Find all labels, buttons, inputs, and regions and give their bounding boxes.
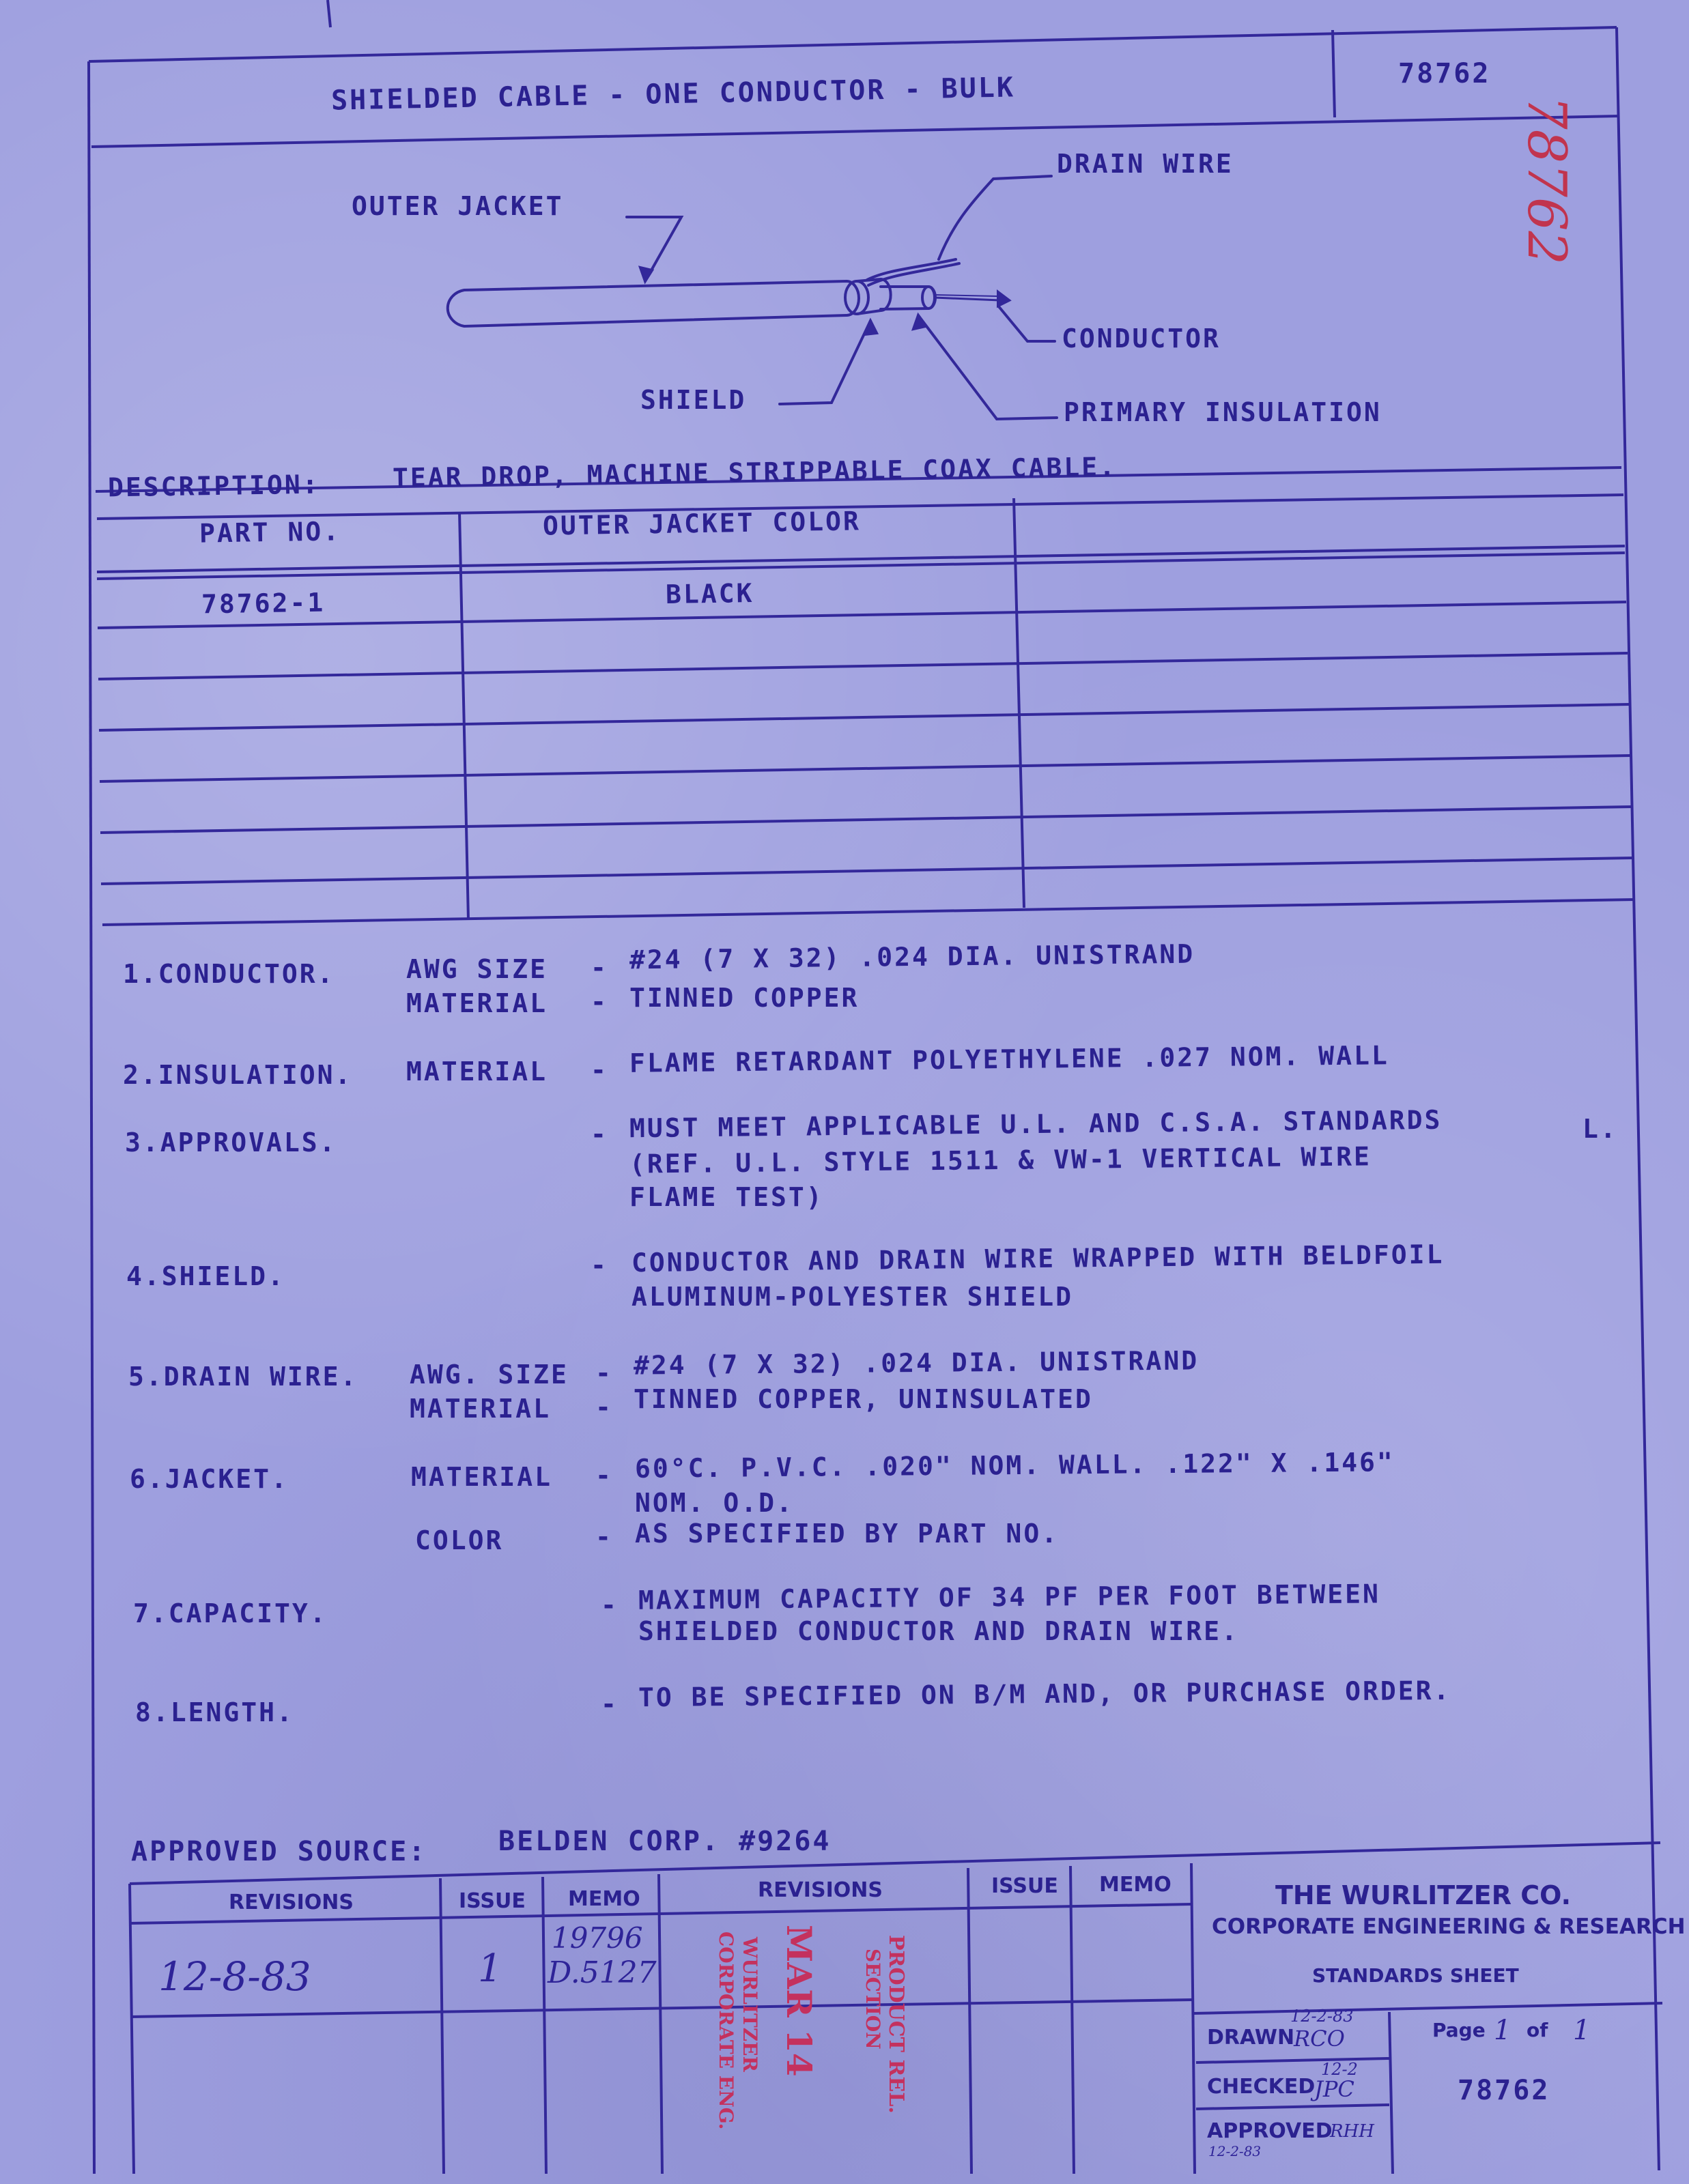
spec-5-line-2-label: MATERIAL xyxy=(410,1394,552,1424)
revisions-header-issue-1: ISSUE xyxy=(459,1889,526,1913)
spec-3-line-2-text: (REF. U.L. STYLE 1511 & VW-1 VERTICAL WIRE xyxy=(629,1141,1372,1179)
approved-source-label: APPROVED SOURCE: xyxy=(131,1836,427,1867)
sheet-type: STANDARDS SHEET xyxy=(1312,1964,1519,1987)
spec-7-line-1-dash: - xyxy=(601,1590,619,1620)
spec-8-line-1-dash: - xyxy=(601,1689,619,1719)
received-stamp-date: MAR 14 xyxy=(779,1925,819,2077)
spec-6-line-2-text: NOM. O.D. xyxy=(635,1488,794,1518)
revisions-header-issue-2: ISSUE xyxy=(991,1874,1058,1898)
revisions-header-1: REVISIONS xyxy=(229,1891,354,1914)
document-number: 78762 xyxy=(1398,58,1491,89)
sheet-title: SHIELDED CABLE - ONE CONDUCTOR - BULK xyxy=(330,72,1016,117)
label-primary-insulation: PRIMARY INSULATION xyxy=(1064,397,1382,427)
spec-1-number: 1.CONDUCTOR. xyxy=(123,959,335,989)
spec-2-number: 2.INSULATION. xyxy=(123,1060,353,1090)
checked-date: 12-2 xyxy=(1321,2060,1358,2079)
spec-1-line-1-label: AWG SIZE xyxy=(406,954,548,984)
spec-4-line-1-dash: - xyxy=(591,1250,608,1280)
spec-4-number: 4.SHIELD. xyxy=(126,1261,285,1291)
page-label: Page xyxy=(1432,2019,1486,2041)
revision-memo-top: 19796 xyxy=(552,1921,643,1955)
checked-by: JPC xyxy=(1314,2076,1354,2102)
spec-1-line-2-label: MATERIAL xyxy=(406,988,548,1018)
drawn-label: DRAWN xyxy=(1207,2026,1295,2050)
spec-7-line-1-text: MAXIMUM CAPACITY OF 34 PF PER FOOT BETWEEN xyxy=(638,1579,1381,1615)
approved-by: RHH xyxy=(1330,2121,1374,2142)
spec-2-line-1-dash: - xyxy=(591,1055,608,1085)
revision-memo-bottom: D.5127 xyxy=(548,1955,657,1990)
spec-6-line-1-dash: - xyxy=(595,1461,613,1491)
spec-6-line-3-label: COLOR xyxy=(415,1525,504,1555)
received-stamp-line-3: WURLITZER xyxy=(739,1937,761,2072)
spec-8-line-1-text: TO BE SPECIFIED ON B/M AND, OR PURCHASE ORDER. xyxy=(638,1675,1451,1713)
page-of-label: of xyxy=(1527,2019,1548,2041)
revision-date: 12-8-83 xyxy=(158,1953,311,2000)
spec-3-line-1-dash: - xyxy=(591,1119,608,1149)
drawn-by: RCO xyxy=(1294,2026,1345,2052)
spec-5-line-2-dash: - xyxy=(595,1392,613,1422)
spec-3-number: 3.APPROVALS. xyxy=(125,1127,337,1158)
approved-label: APPROVED xyxy=(1207,2119,1333,2143)
received-stamp-line-4: CORPORATE ENG. xyxy=(715,1931,737,2130)
approved-source-value: BELDEN CORP. #9264 xyxy=(498,1826,832,1857)
margin-handwritten-number: 78762 xyxy=(1516,96,1577,265)
spec-5-line-1-dash: - xyxy=(595,1358,613,1388)
description-label: DESCRIPTION: xyxy=(107,469,320,503)
received-stamp-line-1: PRODUCT REL. xyxy=(884,1935,908,2114)
revision-issue: 1 xyxy=(478,1946,502,1991)
page-number: 1 xyxy=(1494,2015,1511,2046)
spec-5-line-1-label: AWG. SIZE xyxy=(410,1360,569,1390)
spec-6-line-3-dash: - xyxy=(595,1522,613,1552)
table-cell-part-no: 78762-1 xyxy=(201,587,326,620)
received-stamp-line-2: SECTION xyxy=(862,1949,884,2050)
spec-7-line-2-text: SHIELDED CONDUCTOR AND DRAIN WIRE. xyxy=(638,1616,1239,1646)
table-cell-jacket-color: BLACK xyxy=(665,577,754,610)
company-division: CORPORATE ENGINEERING & RESEARCH xyxy=(1212,1914,1686,1939)
spec-6-number: 6.JACKET. xyxy=(130,1464,289,1494)
parts-header-jacket-color: OUTER JACKET COLOR xyxy=(542,506,862,541)
spec-1-line-2-dash: - xyxy=(591,987,608,1017)
spec-5-number: 5.DRAIN WIRE. xyxy=(128,1362,358,1392)
spec-5-line-1-text: #24 (7 X 32) .024 DIA. UNISTRAND xyxy=(633,1345,1200,1381)
label-shield: SHIELD xyxy=(640,385,747,415)
spec-3-line-3-text: FLAME TEST) xyxy=(629,1182,824,1212)
label-outer-jacket: OUTER JACKET xyxy=(352,191,564,221)
spec-1-line-1-text: #24 (7 X 32) .024 DIA. UNISTRAND xyxy=(629,938,1195,975)
company-name: THE WURLITZER CO. xyxy=(1275,1880,1572,1910)
spec-6-line-1-text: 60°C. P.V.C. .020" NOM. WALL. .122" X .146" xyxy=(634,1447,1395,1484)
parts-header-part-no: PART NO. xyxy=(199,516,341,549)
spec-1-line-1-dash: - xyxy=(591,953,608,983)
spec-stray-mark: L. xyxy=(1582,1114,1618,1144)
revisions-header-memo-1: MEMO xyxy=(568,1887,640,1911)
spec-5-line-2-text: TINNED COPPER, UNINSULATED xyxy=(634,1384,1093,1414)
spec-3-line-1-text: MUST MEET APPLICABLE U.L. AND C.S.A. STANDARDS xyxy=(629,1104,1443,1144)
approved-date: 12-2-83 xyxy=(1208,2143,1262,2159)
spec-6-line-3-text: AS SPECIFIED BY PART NO. xyxy=(635,1519,1060,1549)
spec-2-line-1-label: MATERIAL xyxy=(406,1057,548,1087)
spec-7-number: 7.CAPACITY. xyxy=(133,1598,328,1628)
spec-4-line-1-text: CONDUCTOR AND DRAIN WIRE WRAPPED WITH BELDFOIL xyxy=(631,1239,1445,1278)
page-total: 1 xyxy=(1573,2015,1591,2046)
spec-1-line-2-text: TINNED COPPER xyxy=(629,983,860,1013)
spec-2-line-1-text: FLAME RETARDANT POLYETHYLENE .027 NOM. WALL xyxy=(629,1040,1389,1078)
label-drain-wire: DRAIN WIRE xyxy=(1057,149,1234,179)
label-conductor: CONDUCTOR xyxy=(1062,324,1221,354)
checked-label: CHECKED xyxy=(1207,2075,1316,2099)
spec-4-line-2-text: ALUMINUM-POLYESTER SHIELD xyxy=(631,1282,1073,1312)
revisions-header-2: REVISIONS xyxy=(758,1878,883,1902)
drawn-date: 12-2-83 xyxy=(1290,2007,1354,2026)
description-text: TEAR DROP, MACHINE STRIPPABLE COAX CABLE. xyxy=(392,451,1118,493)
spec-8-number: 8.LENGTH. xyxy=(135,1697,294,1727)
title-block-number: 78762 xyxy=(1458,2075,1550,2106)
revisions-header-memo-2: MEMO xyxy=(1099,1873,1172,1897)
spec-6-line-1-label: MATERIAL xyxy=(411,1462,553,1492)
